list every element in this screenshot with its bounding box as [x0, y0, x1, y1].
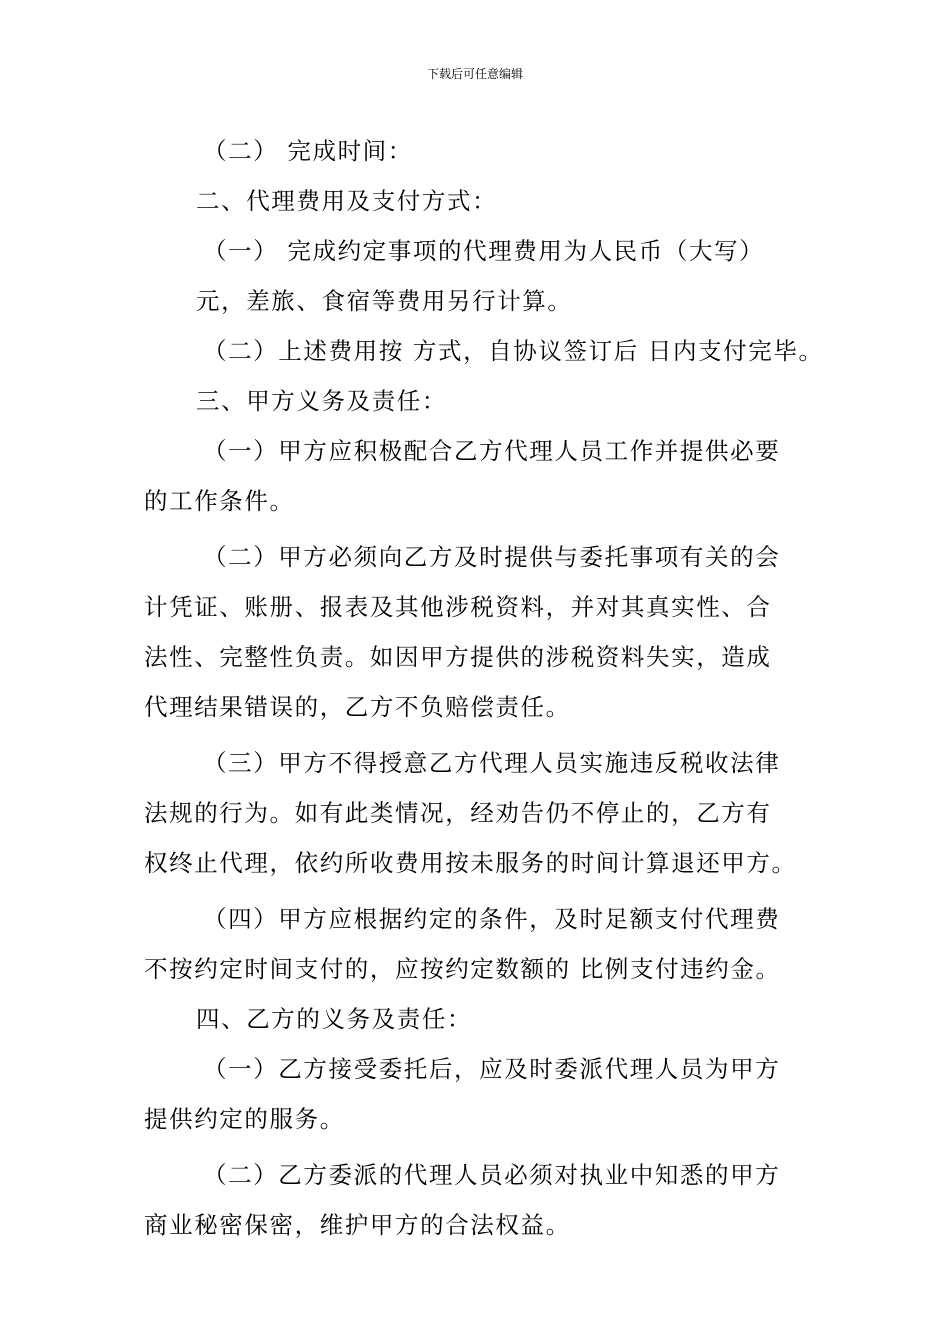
party-a-clause-2-cont-2: 法性、完整性负责。如因甲方提供的涉税资料失实，造成: [144, 643, 772, 671]
party-a-clause-3-cont-1: 法规的行为。如有此类情况，经劝告仍不停止的，乙方有: [144, 799, 772, 827]
fees-clause-1: （一） 完成约定事项的代理费用为人民币（大写）: [203, 237, 765, 265]
party-b-clause-1: （一）乙方接受委托后，应及时委派代理人员为甲方: [203, 1055, 781, 1083]
section-2-2-completion-time: （二） 完成时间：: [203, 137, 413, 165]
party-b-clause-2-cont: 商业秘密保密，维护甲方的合法权益。: [144, 1211, 571, 1239]
party-a-clause-1: （一）甲方应积极配合乙方代理人员工作并提供必要: [203, 437, 781, 465]
party-a-clause-2-cont-1: 计凭证、账册、报表及其他涉税资料，并对其真实性、合: [144, 593, 772, 621]
heading-party-b-duties: 四、乙方的义务及责任：: [196, 1005, 473, 1033]
party-a-clause-4-cont: 不按约定时间支付的，应按约定数额的 比例支付违约金。: [144, 955, 781, 983]
heading-party-a-duties: 三、甲方义务及责任：: [196, 387, 447, 415]
heading-fees-payment: 二、代理费用及支付方式：: [196, 187, 498, 215]
party-a-clause-3: （三）甲方不得授意乙方代理人员实施违反税收法律: [203, 749, 781, 777]
document-body: [144, 126, 824, 1250]
party-a-clause-1-cont: 的工作条件。: [144, 487, 295, 515]
fees-clause-2: （二）上述费用按 方式，自协议签订后 日内支付完毕。: [203, 337, 824, 365]
party-a-clause-2: （二）甲方必须向乙方及时提供与委托事项有关的会: [203, 543, 781, 571]
party-b-clause-2: （二）乙方委派的代理人员必须对执业中知悉的甲方: [203, 1161, 781, 1189]
party-a-clause-3-cont-2: 权终止代理，依约所收费用按未服务的时间计算退还甲方。: [144, 849, 797, 877]
party-a-clause-2-cont-3: 代理结果错误的，乙方不负赔偿责任。: [144, 693, 571, 721]
fees-clause-1-cont: 元，差旅、食宿等费用另行计算。: [196, 287, 573, 315]
page-header: 下载后可任意编辑: [426, 67, 523, 81]
party-b-clause-1-cont: 提供约定的服务。: [144, 1105, 345, 1133]
party-a-clause-4: （四）甲方应根据约定的条件，及时足额支付代理费: [203, 905, 781, 933]
